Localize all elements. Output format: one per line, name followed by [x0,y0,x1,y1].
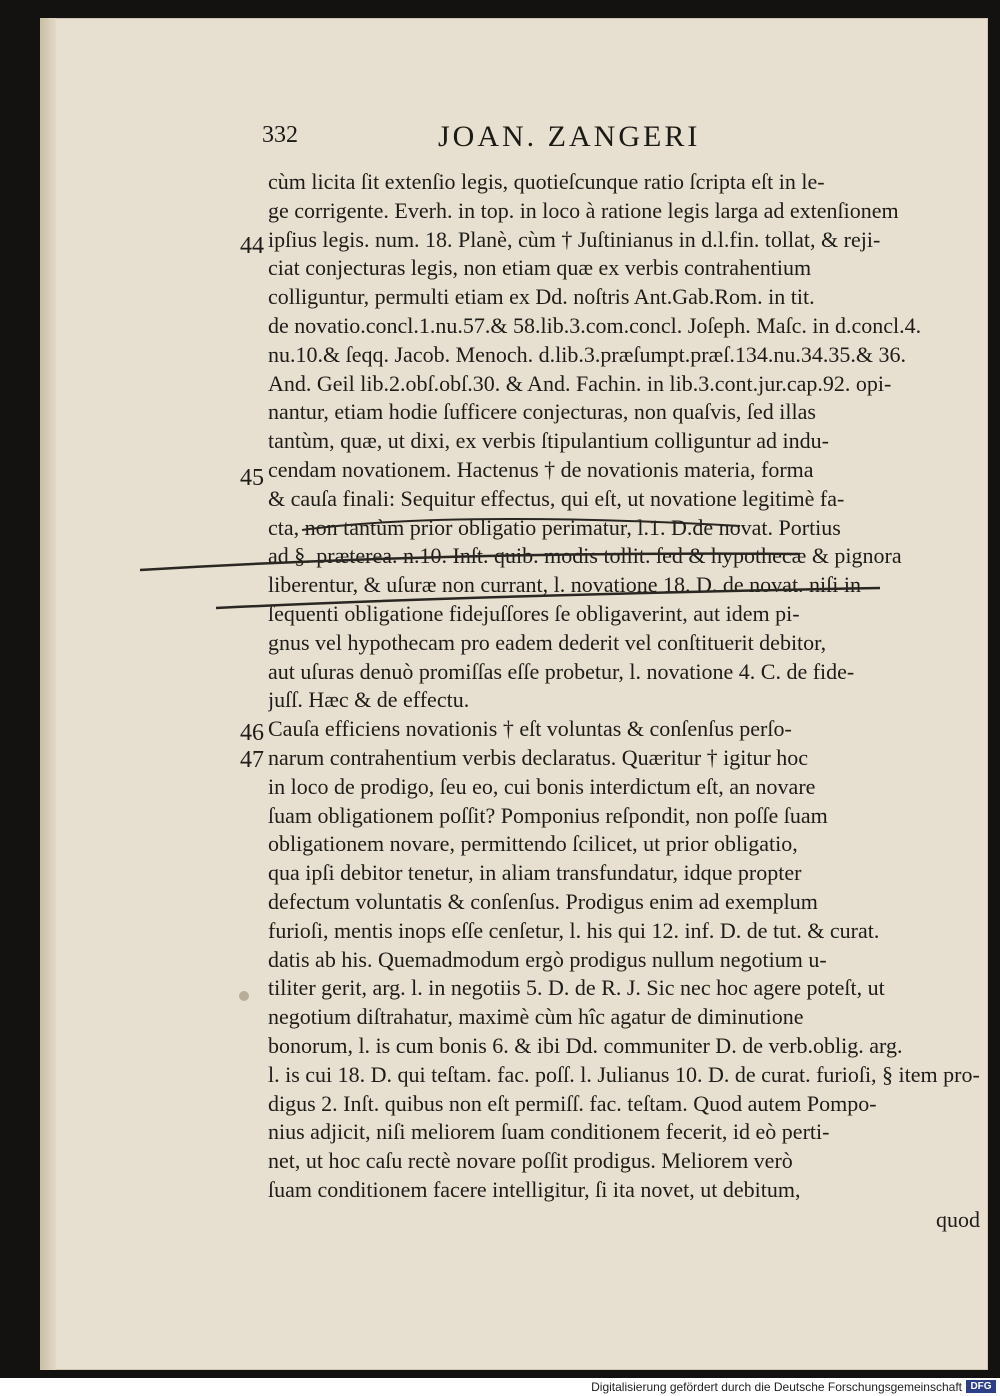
text-line: tiliter gerit, arg. l. in negotiis 5. D. de R. J. Sic nec hoc agere poteſt, ut [268,975,885,1000]
text-line: cta, non tantùm prior obligatio perimatur, l.1. D.de novat. Portius [268,515,841,540]
ink-underline-mark [302,519,740,530]
text-line: cùm licita ſit extenſio legis, quotieſcunque ratio ſcripta eſt in le- [268,169,825,194]
text-line: colliguntur, permulti etiam ex Dd. noſtris Ant.Gab.Rom. in tit. [268,284,815,309]
margin-number-47: 47 [240,747,264,773]
running-title: JOAN. ZANGERI [438,120,701,153]
text-line: ſequenti obligatione fidejuſſores ſe obligaverint, aut idem pi- [268,601,800,626]
text-line: cendam novationem. Hactenus † de novationis materia, forma [268,457,814,482]
text-line: obligationem novare, permittendo ſcilicet, ut prior obligatio, [268,831,798,856]
text-line: & cauſa finali: Sequitur effectus, qui eſt, ut novatione legitimè fa- [268,486,845,511]
margin-number-44: 44 [240,233,264,259]
text-line: narum contrahentium verbis declaratus. Quæritur † igitur hoc [268,745,809,770]
paper-blemish [239,991,249,1001]
text-line: de novatio.concl.1.nu.57.& 58.lib.3.com.concl. Joſeph. Maſc. in d.concl.4. [268,313,922,338]
page-number: 332 [262,122,298,148]
margin-number-46: 46 [240,720,264,746]
text-line: ge corrigente. Everh. in top. in loco à ratione legis larga ad extenſionem [268,198,899,223]
text-line: defectum voluntatis & conſenſus. Prodigus enim ad exemplum [268,889,818,914]
text-line: aut uſuras denuò promiſſas eſſe probetur, l. novatione 4. C. de fide- [268,659,855,684]
ink-strike-line-1 [140,554,800,570]
text-line: gnus vel hypothecam pro eadem dederit vel conſtituerit debitor, [268,630,827,655]
text-line: datis ab his. Quemadmodum ergò prodigus nullum negotium u- [268,947,827,972]
dfg-logo: DFG [966,1380,996,1393]
catchword: quod [936,1207,980,1232]
book-page [40,18,988,1370]
text-line: bonorum, l. is cum bonis 6. & ibi Dd. communiter D. de verb.oblig. arg. [268,1033,903,1058]
text-line: nu.10.& ſeqq. Jacob. Menoch. d.lib.3.præſumpt.præſ.134.nu.34.35.& 36. [268,342,906,367]
text-line: juſſ. Hæc & de effectu. [268,687,470,712]
text-line: qua ipſi debitor tenetur, in aliam transfundatur, idque propter [268,860,802,885]
text-line: l. is cui 18. D. qui teſtam. fac. poſſ. l. Julianus 10. D. de curat. furioſi, § item pro- [268,1062,980,1087]
text-line: digus 2. Inſt. quibus non eſt permiſſ. fac. teſtam. Quod autem Pompo- [268,1091,877,1116]
ink-strikethrough-marks [40,18,988,1370]
text-line: net, ut hoc caſu rectè novare poſſit prodigus. Meliorem verò [268,1148,793,1173]
text-line: ſuam obligationem poſſit? Pomponius reſpondit, non poſſe ſuam [268,803,828,828]
text-line: ad §. præterea. n.10. Inſt. quib. modis tollit. ſed & hypothecæ & pignora [268,543,902,568]
text-line: negotium diſtrahatur, maximè cùm hîc agatur de diminutione [268,1004,804,1029]
text-line: tantùm, quæ, ut dixi, ex verbis ſtipulantium colliguntur ad indu- [268,428,829,453]
text-line: nius adjicit, niſi meliorem ſuam conditionem fecerit, id eò perti- [268,1119,830,1144]
footer-bar [0,1378,1000,1396]
text-line: furioſi, mentis inops eſſe cenſetur, l. his qui 12. inf. D. de tut. & curat. [268,918,880,943]
text-line: And. Geil lib.2.obſ.obſ.30. & And. Fachin. in lib.3.cont.jur.cap.92. opi- [268,371,892,396]
funding-notice: Digitalisierung gefördert durch die Deutsche Forschungsgemeinschaft [591,1380,962,1394]
text-line: in loco de prodigo, ſeu eo, cui bonis interdictum eſt, an novare [268,774,816,799]
text-line: nantur, etiam hodie ſufficere conjecturas, non quaſvis, ſed illas [268,399,816,424]
text-line: liberentur, & uſuræ non currant, l. novatione 18. D. de novat. niſi in [268,572,862,597]
text-line: ipſius legis. num. 18. Planè, cùm † Juſtinianus in d.l.fin. tollat, & reji- [268,227,881,252]
ink-strike-line-2 [216,588,880,608]
text-line: Cauſa efficiens novationis † eſt voluntas & conſenſus perſo- [268,716,792,741]
margin-number-45: 45 [240,465,264,491]
text-line: ciat conjecturas legis, non etiam quæ ex verbis contrahentium [268,255,812,280]
text-line: ſuam conditionem facere intelligitur, ſi ita novet, ut debitum, [268,1177,801,1202]
